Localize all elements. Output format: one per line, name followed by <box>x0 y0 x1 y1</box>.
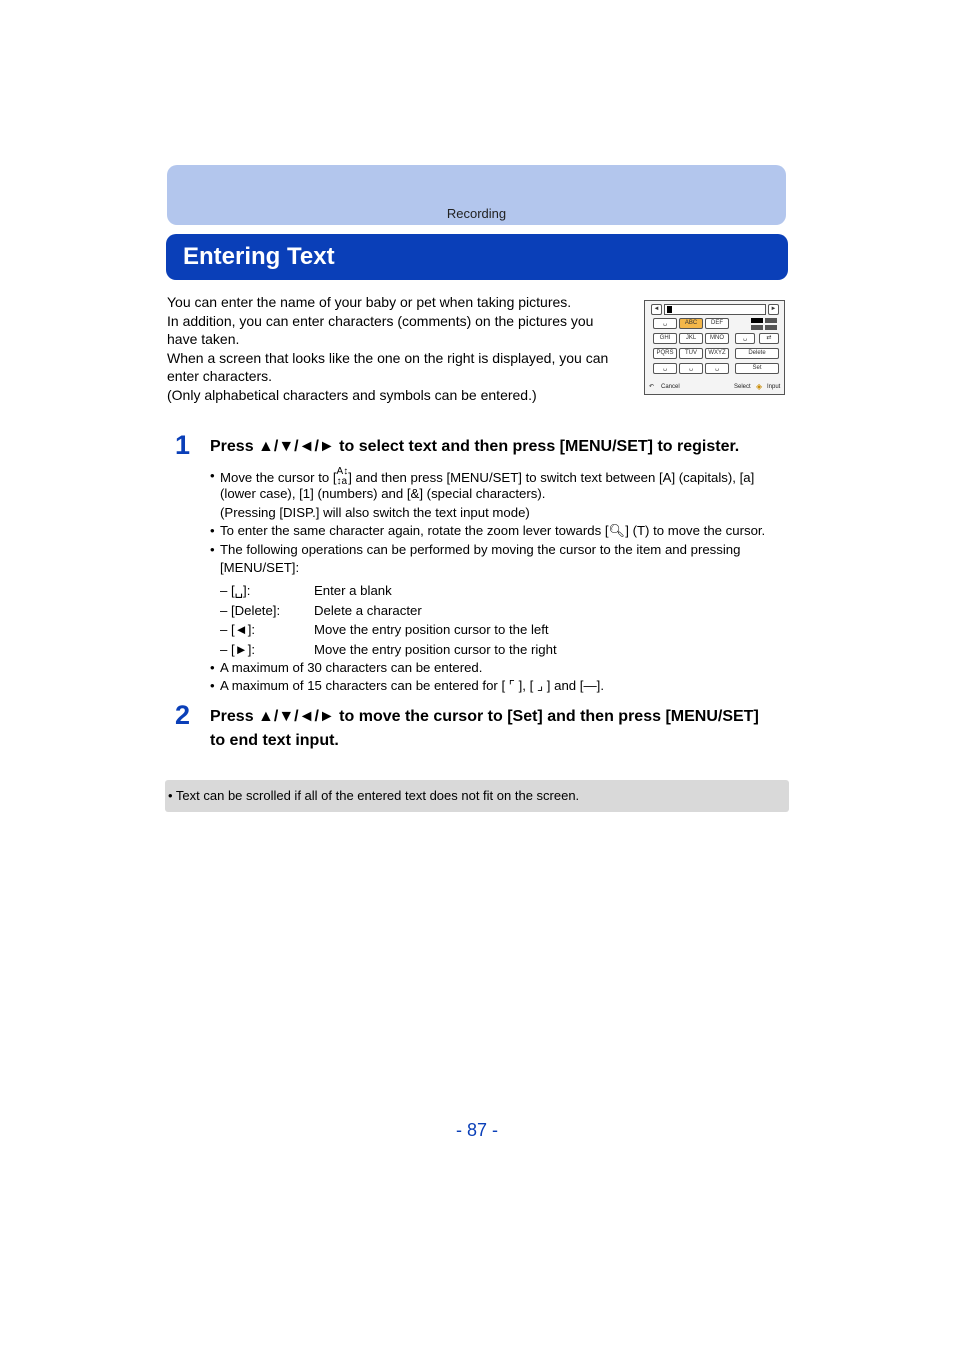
bullet-text: ] (T) to move the cursor. <box>625 523 766 538</box>
back-icon: ↶ <box>649 384 655 390</box>
key: TUV <box>679 348 703 359</box>
bullet-dot-icon: • <box>210 660 215 675</box>
key-selected: ABC <box>679 318 703 329</box>
bullet-dot-icon: • <box>210 678 215 693</box>
note-text: • Text can be scrolled if all of the entered text does not fit on the screen. <box>168 788 580 803</box>
bullet-text: ] and then press [MENU/SET] to switch text between [A] (capitals), [a] <box>348 470 755 485</box>
key: ␣ <box>705 363 729 374</box>
bullet-dot-icon: • <box>210 523 215 538</box>
space-key: ␣ <box>735 333 755 344</box>
bullet-text: Move the cursor to [ <box>220 470 337 485</box>
left-arrow-key: ◄ <box>651 304 662 315</box>
mode-switch-key: ⇄ <box>759 333 779 344</box>
page-title: Entering Text <box>183 243 335 270</box>
operation-key: – [Delete]: <box>220 603 281 618</box>
mode-indicator <box>751 318 763 323</box>
select-label: Select <box>734 384 751 390</box>
step-number: 2 <box>175 700 191 730</box>
bullet-item <box>210 522 766 540</box>
bullet-continuation: [MENU/SET]: <box>220 560 300 575</box>
intro-line: enter characters. <box>167 368 273 385</box>
zoom-tele-icon: 🔍︎ <box>608 523 626 538</box>
key: ␣ <box>653 363 677 374</box>
operation-desc: Move the entry position cursor to the left <box>314 622 549 637</box>
right-arrow-key: ► <box>768 304 779 315</box>
section-label: Recording <box>446 206 507 221</box>
key: JKL <box>679 333 703 344</box>
key: PQRS <box>653 348 677 359</box>
set-key: Set <box>735 363 779 374</box>
bullet-item <box>210 659 483 677</box>
operation-desc: Delete a character <box>314 603 422 618</box>
bullet-text: To enter the same character again, rotate the zoom lever towards [ <box>220 523 609 538</box>
control-dial-icon: ◈ <box>756 382 763 391</box>
step-1-instruction: Press ▲/▼/◄/► to select text and then press [MENU/SET] to register. <box>210 438 740 455</box>
operation-key: – [►]: <box>220 642 256 657</box>
key: GHI <box>653 333 677 344</box>
bullet-dot-icon: • <box>210 542 215 557</box>
input-label: Input <box>767 384 781 390</box>
intro-line: have taken. <box>167 331 240 348</box>
bullet-continuation: (lower case), [1] (numbers) and [&] (special characters). <box>220 486 546 501</box>
bullet-text: A maximum of 30 characters can be entered. <box>220 660 483 675</box>
operation-key: – [◄]: <box>220 622 256 637</box>
title-bar <box>166 234 788 280</box>
bullet-text: The following operations can be performed by moving the cursor to the item and pressing <box>220 542 741 557</box>
operation-desc: Enter a blank <box>314 583 392 598</box>
intro-line: In addition, you can enter characters (comments) on the pictures you <box>167 312 594 329</box>
text-field <box>664 304 766 315</box>
intro-line: When a screen that looks like the one on the right is displayed, you can <box>167 349 609 366</box>
note-box <box>165 780 789 812</box>
mode-indicator <box>751 325 763 330</box>
operation-key: – [␣]: <box>220 583 251 598</box>
page-number: - 87 - <box>455 1120 498 1140</box>
step-number: 1 <box>175 430 191 460</box>
text-caret <box>667 306 672 313</box>
mode-indicator <box>765 325 777 330</box>
step-2-instruction: to end text input. <box>210 732 339 749</box>
intro-paragraph <box>167 293 637 405</box>
mode-indicator <box>765 318 777 323</box>
key: WXYZ <box>705 348 729 359</box>
operation-desc: Move the entry position cursor to the right <box>314 642 557 657</box>
intro-line: You can enter the name of your baby or pet when taking pictures. <box>167 294 572 310</box>
key: ␣ <box>679 363 703 374</box>
cancel-label: Cancel <box>661 384 680 390</box>
bullet-continuation: (Pressing [DISP.] will also switch the text input mode) <box>220 505 530 520</box>
intro-line: (Only alphabetical characters and symbols can be entered.) <box>167 386 537 403</box>
delete-key: Delete <box>735 348 779 359</box>
bullet-text: A maximum of 15 characters can be entered for [ ⌜ ], [ ⌟ ] and [—]. <box>220 678 604 693</box>
key: DEF <box>705 318 729 329</box>
bullet-dot-icon: • <box>210 468 215 483</box>
key: MNO <box>705 333 729 344</box>
bullet-item <box>210 541 741 559</box>
text-entry-screen-illustration <box>644 300 785 395</box>
key: ␣ <box>653 318 677 329</box>
step-2-instruction: Press ▲/▼/◄/► to move the cursor to [Set] and then press [MENU/SET] <box>210 708 759 725</box>
bullet-item <box>210 677 604 695</box>
text-mode-switch-icon: A↕ ↕a <box>336 466 349 487</box>
